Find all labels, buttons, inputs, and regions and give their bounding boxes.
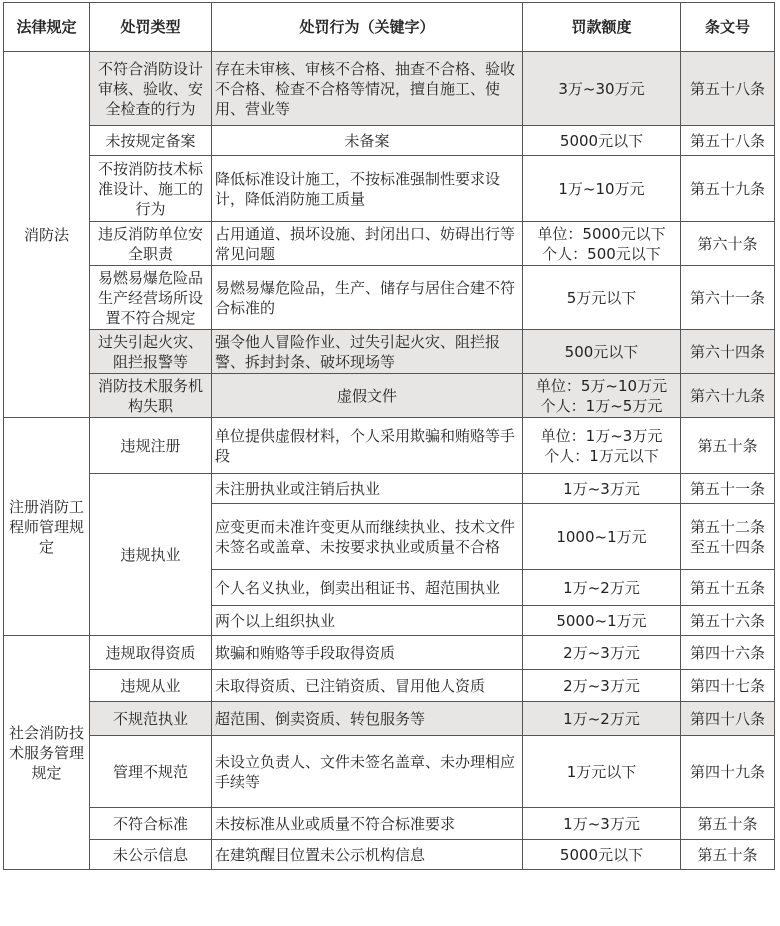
law-cell: 社会消防技术服务管理规定 xyxy=(4,636,90,870)
type-cell: 违规注册 xyxy=(90,418,212,474)
article-cell: 第五十五条 xyxy=(681,570,775,606)
behavior-cell: 虚假文件 xyxy=(212,374,523,418)
table-row xyxy=(4,636,775,670)
article-cell: 第五十九条 xyxy=(681,156,775,222)
table-row xyxy=(4,670,775,702)
table-row xyxy=(4,330,775,374)
article-cell: 第五十二条 至五十四条 xyxy=(681,504,775,570)
article-cell: 第五十条 xyxy=(681,840,775,870)
type-cell: 违反消防单位安全职责 xyxy=(90,222,212,266)
fine-cell: 5万元以下 xyxy=(523,266,681,330)
behavior-cell: 欺骗和贿赂等手段取得资质 xyxy=(212,636,523,670)
table-row xyxy=(4,808,775,840)
type-cell: 违规执业 xyxy=(90,474,212,636)
article-cell: 第四十九条 xyxy=(681,736,775,808)
fine-cell: 1000~1万元 xyxy=(523,504,681,570)
table-body xyxy=(4,52,775,870)
type-cell: 易燃易爆危险品生产经营场所设置不符合规定 xyxy=(90,266,212,330)
article-cell: 第五十八条 xyxy=(681,52,775,126)
article-cell: 第四十七条 xyxy=(681,670,775,702)
behavior-cell: 个人名义执业，倒卖出租证书、超范围执业 xyxy=(212,570,523,606)
behavior-cell: 未设立负责人、文件未签名盖章、未办理相应手续等 xyxy=(212,736,523,808)
header-type: 处罚类型 xyxy=(90,3,212,52)
type-cell: 不按消防技术标准设计、施工的行为 xyxy=(90,156,212,222)
article-cell: 第五十一条 xyxy=(681,474,775,504)
article-cell: 第五十八条 xyxy=(681,126,775,156)
table-row xyxy=(4,222,775,266)
header-law: 法律规定 xyxy=(4,3,90,52)
table-row xyxy=(4,474,775,504)
table-row xyxy=(4,702,775,736)
fine-cell: 单位：1万~3万元 个人：1万元以下 xyxy=(523,418,681,474)
fine-cell: 3万~30万元 xyxy=(523,52,681,126)
fine-cell: 单位：5万~10万元 个人：1万~5万元 xyxy=(523,374,681,418)
fine-cell: 500元以下 xyxy=(523,330,681,374)
behavior-cell: 应变更而未准许变更从而继续执业、技术文件未签名或盖章、未按要求执业或质量不合格 xyxy=(212,504,523,570)
fine-cell: 1万~2万元 xyxy=(523,570,681,606)
type-cell: 不规范执业 xyxy=(90,702,212,736)
behavior-cell: 占用通道、损坏设施、封闭出口、妨碍出行等常见问题 xyxy=(212,222,523,266)
fine-cell: 5000~1万元 xyxy=(523,606,681,636)
header-behavior: 处罚行为（关键字） xyxy=(212,3,523,52)
fine-cell: 1万~10万元 xyxy=(523,156,681,222)
fine-cell: 1万~2万元 xyxy=(523,702,681,736)
type-cell: 不符合标准 xyxy=(90,808,212,840)
article-cell: 第五十条 xyxy=(681,418,775,474)
fine-cell: 5000元以下 xyxy=(523,840,681,870)
behavior-cell: 未取得资质、已注销资质、冒用他人资质 xyxy=(212,670,523,702)
table-row xyxy=(4,126,775,156)
article-cell: 第六十九条 xyxy=(681,374,775,418)
fine-cell: 单位：5000元以下 个人：500元以下 xyxy=(523,222,681,266)
table-row xyxy=(4,52,775,126)
table-row xyxy=(4,736,775,808)
type-cell: 不符合消防设计审核、验收、安全检查的行为 xyxy=(90,52,212,126)
behavior-cell: 存在未审核、审核不合格、抽查不合格、验收不合格、检查不合格等情况，擅自施工、使用、营业等 xyxy=(212,52,523,126)
fine-cell: 1万元以下 xyxy=(523,736,681,808)
fine-cell: 1万~3万元 xyxy=(523,808,681,840)
fine-cell: 1万~3万元 xyxy=(523,474,681,504)
behavior-cell: 两个以上组织执业 xyxy=(212,606,523,636)
behavior-cell: 易燃易爆危险品，生产、储存与居住合建不符合标准的 xyxy=(212,266,523,330)
article-cell: 第五十六条 xyxy=(681,606,775,636)
fine-cell: 2万~3万元 xyxy=(523,670,681,702)
type-cell: 管理不规范 xyxy=(90,736,212,808)
behavior-cell: 未按标准从业或质量不符合标准要求 xyxy=(212,808,523,840)
fine-cell: 2万~3万元 xyxy=(523,636,681,670)
header-article: 条文号 xyxy=(681,3,775,52)
type-cell: 未公示信息 xyxy=(90,840,212,870)
type-cell: 未按规定备案 xyxy=(90,126,212,156)
behavior-cell: 强令他人冒险作业、过失引起火灾、阻拦报警、拆封封条、破坏现场等 xyxy=(212,330,523,374)
behavior-cell: 未注册执业或注销后执业 xyxy=(212,474,523,504)
type-cell: 违规从业 xyxy=(90,670,212,702)
type-cell: 消防技术服务机构失职 xyxy=(90,374,212,418)
fine-cell: 5000元以下 xyxy=(523,126,681,156)
article-cell: 第六十四条 xyxy=(681,330,775,374)
table-row xyxy=(4,418,775,474)
behavior-cell: 单位提供虚假材料，个人采用欺骗和贿赂等手段 xyxy=(212,418,523,474)
article-cell: 第四十六条 xyxy=(681,636,775,670)
article-cell: 第六十一条 xyxy=(681,266,775,330)
header-fine: 罚款额度 xyxy=(523,3,681,52)
article-cell: 第四十八条 xyxy=(681,702,775,736)
table-row xyxy=(4,266,775,330)
header-row xyxy=(4,3,775,52)
article-cell: 第六十条 xyxy=(681,222,775,266)
type-cell: 过失引起火灾、阻拦报警等 xyxy=(90,330,212,374)
law-cell: 注册消防工程师管理规定 xyxy=(4,418,90,636)
table-row xyxy=(4,840,775,870)
behavior-cell: 超范围、倒卖资质、转包服务等 xyxy=(212,702,523,736)
behavior-cell: 未备案 xyxy=(212,126,523,156)
behavior-cell: 在建筑醒目位置未公示机构信息 xyxy=(212,840,523,870)
behavior-cell: 降低标准设计施工，不按标准强制性要求设计，降低消防施工质量 xyxy=(212,156,523,222)
article-cell: 第五十条 xyxy=(681,808,775,840)
table-row xyxy=(4,156,775,222)
type-cell: 违规取得资质 xyxy=(90,636,212,670)
table-row xyxy=(4,374,775,418)
law-cell: 消防法 xyxy=(4,52,90,418)
penalty-table xyxy=(3,2,775,870)
